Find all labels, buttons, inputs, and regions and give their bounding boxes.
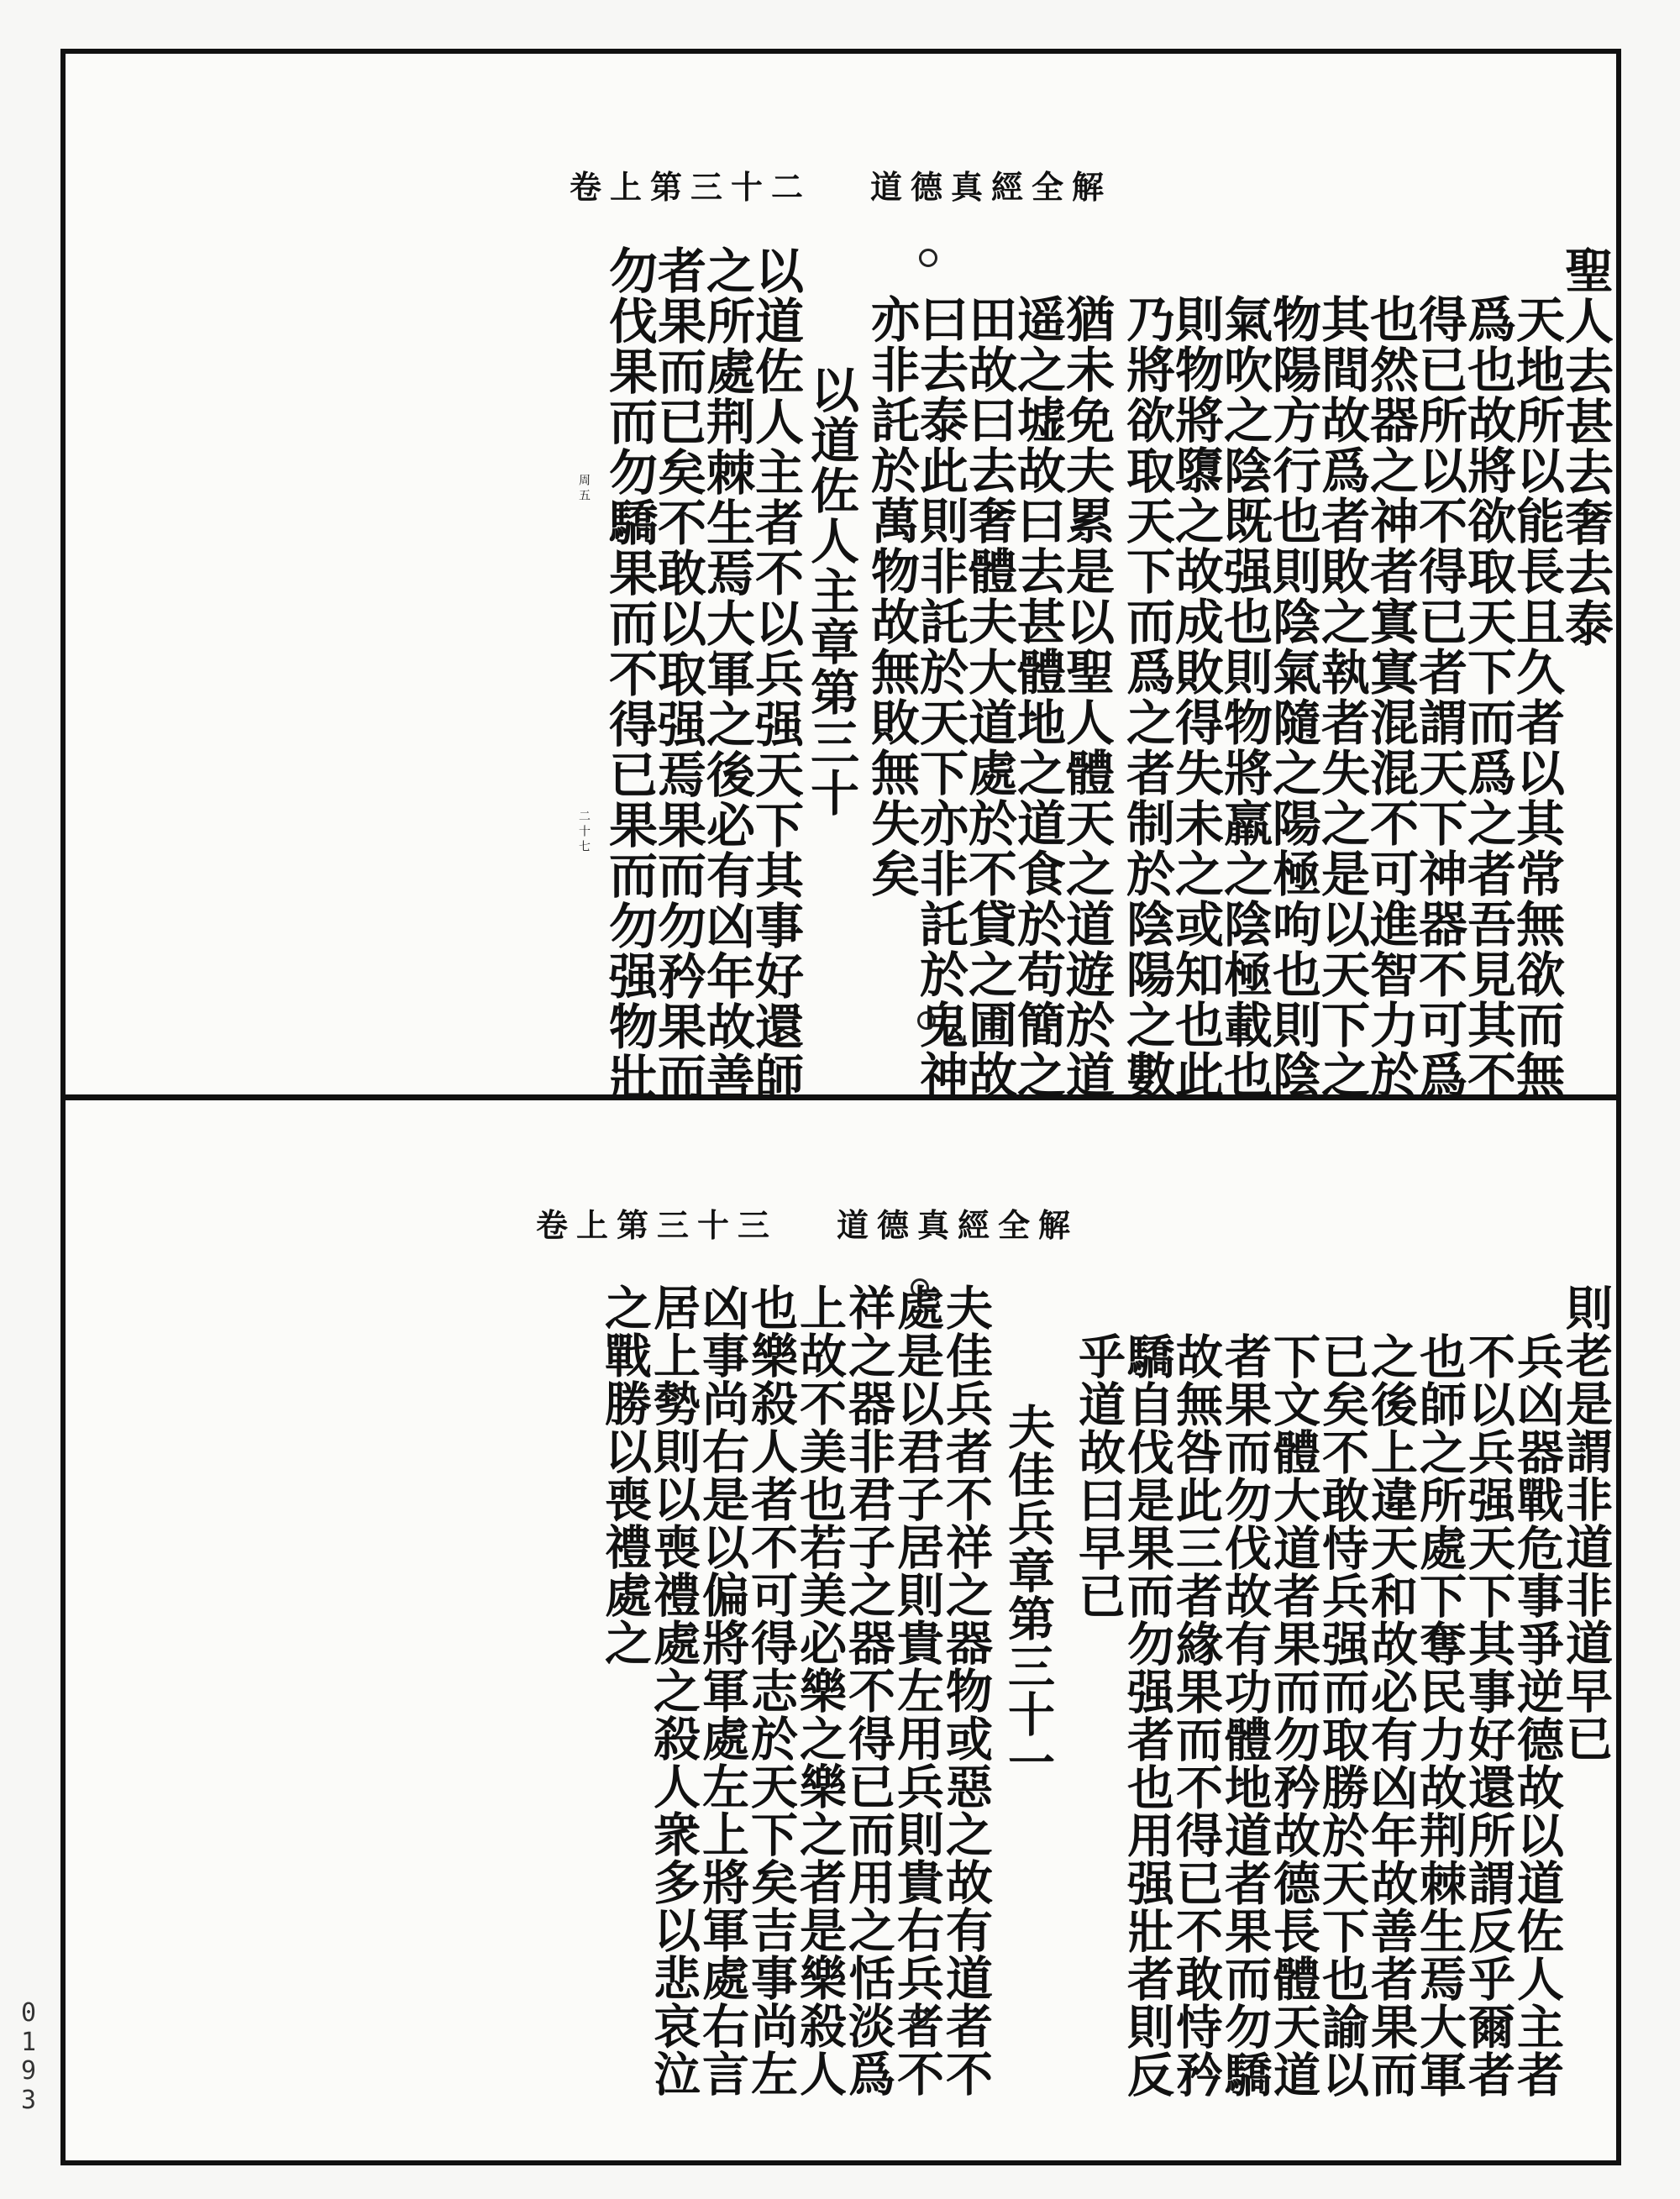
text-column: 已矣不敢恃兵强而取勝於天下也諭以 (1315, 1332, 1370, 2098)
text-column: 上故不美也若美必樂之樂之者是樂殺人 (792, 1283, 848, 2097)
text-column: 天地所以能長且久者以其常無欲而無 (1508, 294, 1565, 1100)
header-book-title: 道德真經全解 (836, 1206, 1079, 1244)
text-column: 也然器之神者寘寘混混不可進智力於 (1362, 294, 1419, 1100)
running-header (570, 161, 1112, 207)
fold-note: 周五 (577, 474, 591, 504)
annotation-circle (919, 249, 937, 267)
text-column: 氣吹之陰既强也則物將羸之陰極載也 (1215, 294, 1273, 1100)
text-column: 驕自伐是果而勿强者也用强壯者則反 (1120, 1332, 1175, 2098)
header-section: 卷上第三十三 (535, 1206, 778, 1244)
text-column: 之所處荆棘生焉大軍之後必有凶年故善 (698, 245, 755, 1102)
chapter-heading: 以道佐人主章第三十 (802, 365, 859, 818)
fold-page-number: 二十七 (577, 810, 591, 855)
chapter-heading: 夫佳兵章第三十一 (1000, 1403, 1056, 1786)
text-column: 也樂殺人者不可得志於天下矣吉事尚左 (743, 1283, 799, 2097)
text-column: 之戰勝以喪禮處之 (597, 1283, 653, 1666)
annotation-circle (911, 2009, 929, 2028)
text-column: 也師之所處下奪民力故荆棘生焉大軍 (1412, 1332, 1467, 2098)
top-page (66, 54, 1616, 1102)
text-column: 勿伐果而勿驕果而不得已果而勿强物壯 (601, 245, 658, 1102)
text-column: 故無咎此三者緣果而不得已不敢恃矜 (1168, 1332, 1224, 2098)
text-column: 不以兵强天下其事好還所謂反乎爾者 (1461, 1332, 1516, 2098)
text-column: 其間故爲者敗之執者失之是以天下之 (1313, 294, 1370, 1100)
text-column: 則物將隳之故成敗得失未之或知也此 (1167, 294, 1224, 1100)
text-column: 猶未免夫累是以聖人體天之道遊於道 (1058, 294, 1115, 1100)
text-column: 乎道故曰早已 (1071, 1332, 1126, 1619)
text-column: 亦非託於萬物故無敗無失矣 (863, 294, 920, 899)
annotation-circle (911, 1278, 929, 1297)
text-column: 之後上違天和故必有凶年故善者果而 (1363, 1332, 1419, 2098)
annotation-circle (917, 1011, 936, 1030)
text-column: 遥之墟故曰去甚體地之道食於苟簡之 (1009, 294, 1066, 1100)
text-column: 田故曰去奢體夫大道處於不貸之圃故 (960, 294, 1017, 1100)
text-column: 者果而已矣不敢以取强焉果而勿矜果而 (649, 245, 706, 1102)
text-column: 兵凶器戰危事爭逆德故以道佐人主者 (1509, 1332, 1565, 2098)
text-column: 凶事尚右是以偏將軍處左上將軍處右言 (695, 1283, 750, 2097)
text-column: 處是以君子居則貴左用兵則貴右兵者不 (890, 1283, 945, 2097)
text-column: 物陽方行也則陰氣隨之陽極呴也則陰 (1264, 294, 1321, 1100)
running-header (536, 1199, 1079, 1246)
margin-page-number: 0193 (20, 1998, 37, 2115)
text-column: 夫佳兵者不祥之器物或惡之故有道者不 (938, 1283, 994, 2097)
text-column: 曰去泰此則非託於天下亦非託於鬼神 (911, 294, 969, 1100)
text-column: 居上勢則以喪禮處之殺人衆多以悲哀泣 (646, 1283, 701, 2097)
text-column: 乃將欲取天下而爲之者制於陰陽之數 (1118, 294, 1175, 1100)
text-column: 祥之器非君子之器不得已而用之恬淡爲 (841, 1283, 896, 2097)
text-column: 則老是謂非道非道早已 (1558, 1283, 1614, 1762)
header-section: 卷上第三十二 (569, 168, 811, 206)
bottom-page (66, 1100, 1616, 2160)
header-book-title: 道德真經全解 (869, 168, 1112, 206)
text-column: 下文體大道者果而勿矜故德長體天道 (1266, 1332, 1321, 2098)
text-column: 以道佐人主者不以兵强天下其事好還師 (747, 245, 804, 1102)
text-column: 聖人去甚去奢去泰 (1557, 245, 1614, 648)
text-column: 爲也故將欲取天下而爲之者吾見其不 (1459, 294, 1516, 1100)
text-column: 得已所以不得已者謂天下神器不可爲 (1410, 294, 1467, 1100)
text-column: 者果而勿伐故有功體地道者果而勿驕 (1217, 1332, 1273, 2098)
